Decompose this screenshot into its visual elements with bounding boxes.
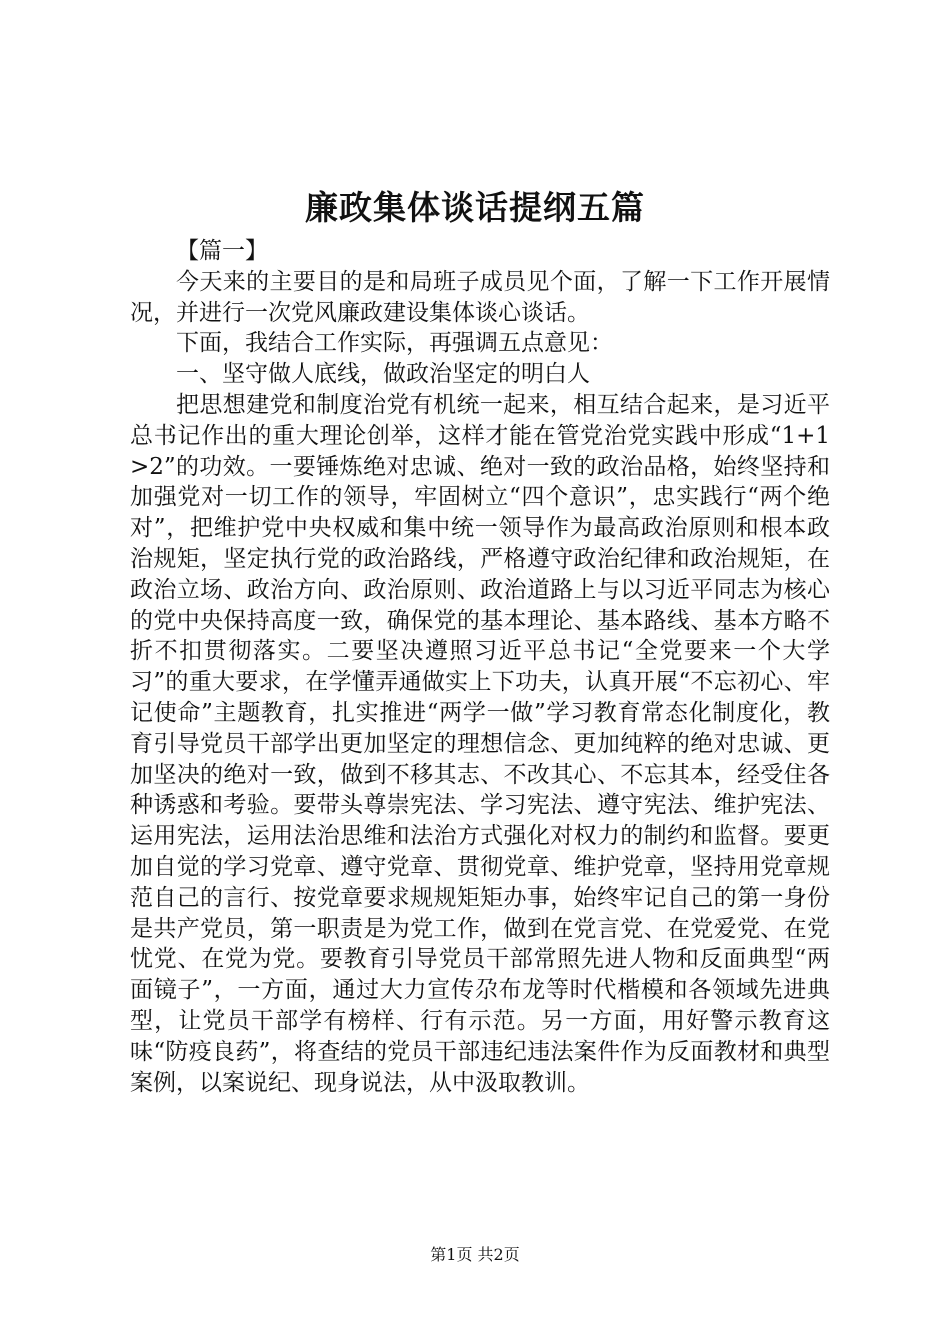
document-body xyxy=(130,236,830,1098)
intro-paragraph: 今天来的主要目的是和局班子成员见个面，了解一下工作开展情况，并进行一次党风廉政建设集体谈心谈话。 xyxy=(130,268,830,326)
point-one-body: 把思想建党和制度治党有机统一起来，相互结合起来，是习近平总书记作出的重大理论创举，这样才能在管党治党实践中形成“1+1>2”的功效。一要锤炼绝对忠诚、绝对一致的政治品格，始终坚持和加强党对一切工作的领导，牢固树立“四个意识”，忠实践行“两个绝对”，把维护党中央权威和集中统一领导作为最高政治原则和根本政治规矩，坚定执行党的政治路线，严格遵守政治纪律和政治规矩，在政治立场、政治方向、政治原则、政治道路上与以习近平同志为核心的党中央保持高度一致，确保党的基本理论、基本路线、基本方略不折不扣贯彻落实。二要坚决遵照习近平总书记“全党要来一个大学习”的重大要求，在学懂弄通做实上下功夫，认真开展“不忘初心、牢记使命”主题教育，扎实推进“两学一做”学习教育常态化制度化，教育引导党员干部学出更加坚定的理想信念、更加纯粹的绝对忠诚、更加坚决的绝对一致，做到不移其志、不改其心、不忘其本，经受住各种诱惑和考验。要带头尊崇宪法、学习宪法、遵守宪法、维护宪法、运用宪法，运用法治思维和法治方式强化对权力的制约和监督。要更加自觉的学习党章、遵守党章、贯彻党章、维护党章，坚持用党章规范自己的言行、按党章要求规规矩矩办事，始终牢记自己的第一身份是共产党员，第一职责是为党工作，做到在党言党、在党爱党、在党忧党、在党为党。要教育引导党员干部常照先进人物和反面典型“两面镜子”，一方面，通过大力宣传尕布龙等时代楷模和各领域先进典型，让党员干部学有榜样、行有示范。另一方面，用好警示教育这味“防疫良药”，将查结的党员干部违纪违法案件作为反面教材和典型案例，以案说纪、现身说法，从中汲取教训。 xyxy=(130,391,830,1096)
section-heading-part-one: 【篇一】 xyxy=(176,238,268,264)
page-footer: 第1页 共2页 xyxy=(430,1245,520,1264)
point-one-heading: 一、坚守做人底线，做政治坚定的明白人 xyxy=(176,361,590,388)
document-title: 廉政集体谈话提纲五篇 xyxy=(305,188,645,227)
transition-paragraph: 下面，我结合工作实际，再强调五点意见： xyxy=(176,330,613,357)
